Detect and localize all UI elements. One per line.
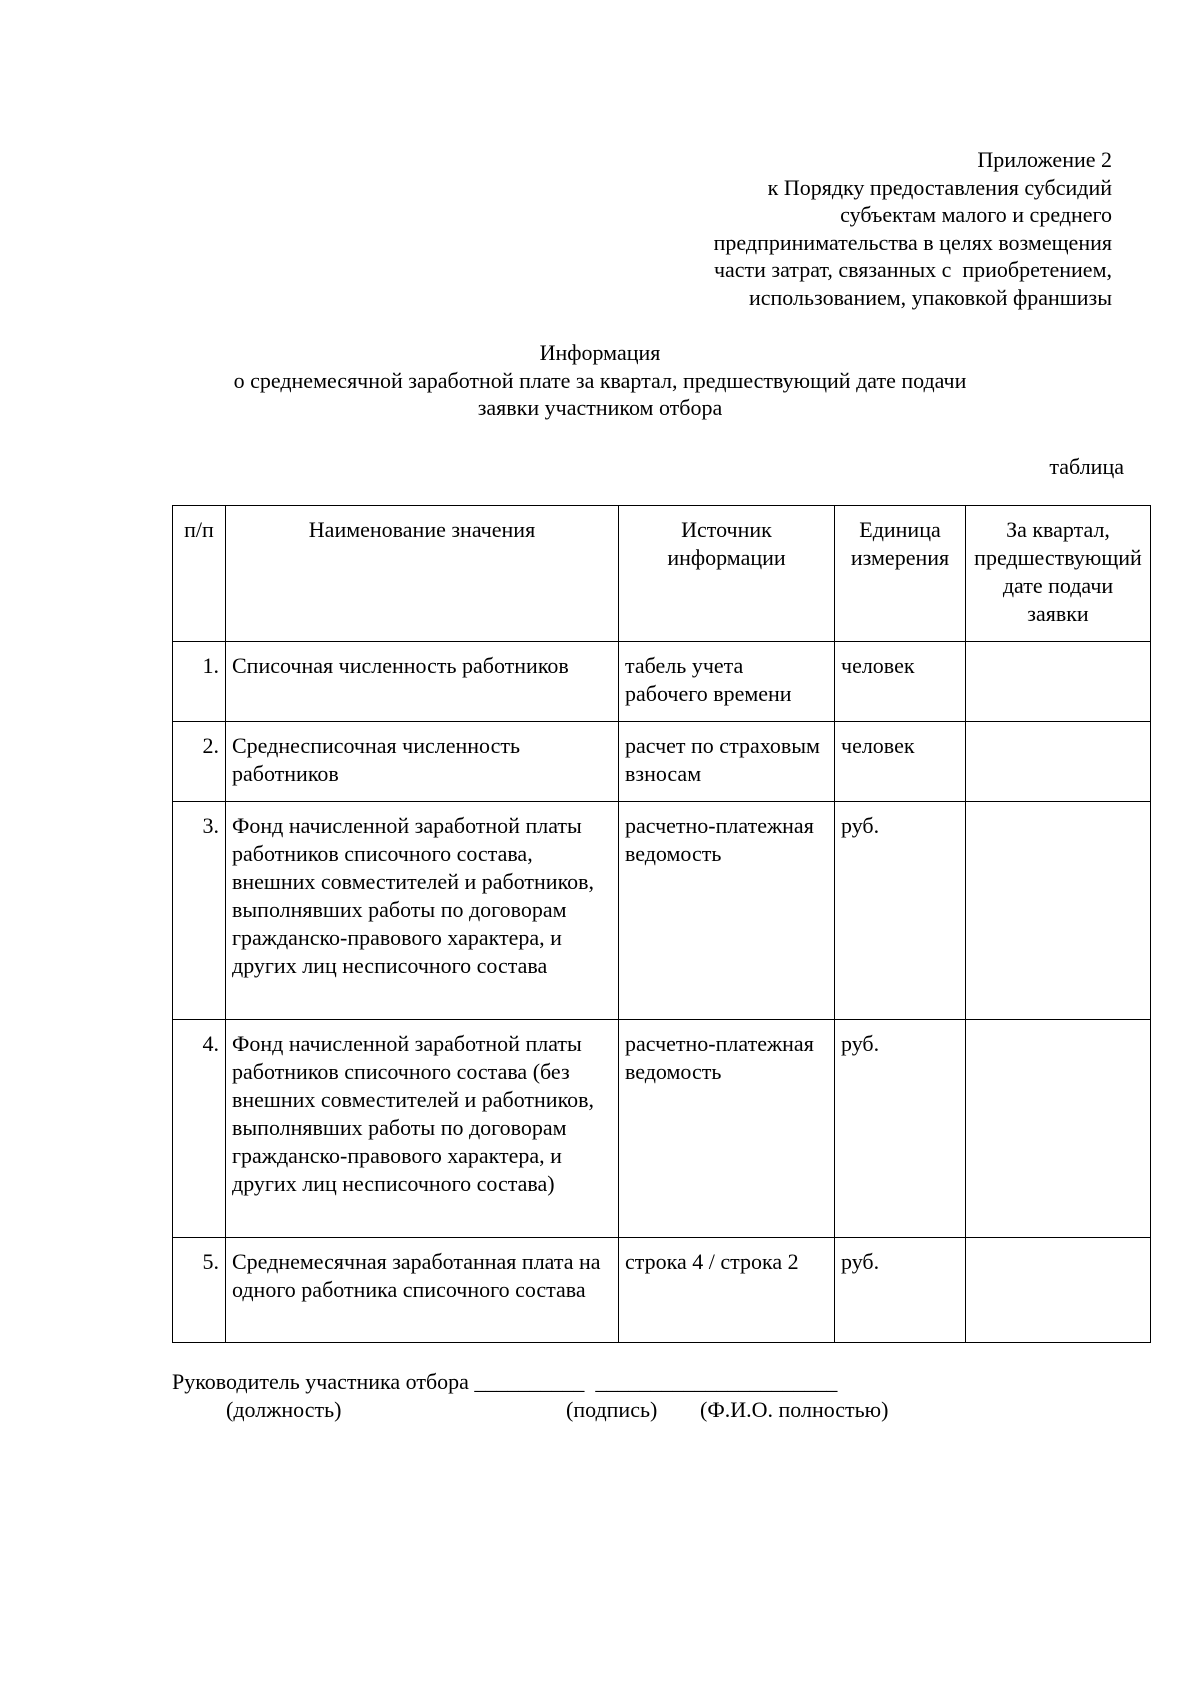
appendix-line: Приложение 2 bbox=[977, 147, 1112, 172]
row-value bbox=[966, 722, 1151, 802]
table-row bbox=[173, 1238, 1151, 1343]
header-source: Источник информации bbox=[619, 506, 835, 642]
table-row bbox=[173, 722, 1151, 802]
row-source: расчетно-платежная ведомость bbox=[619, 802, 835, 1020]
title-line: заявки участником отбора bbox=[477, 395, 723, 420]
row-name: Списочная численность работников bbox=[226, 642, 619, 722]
row-unit: человек bbox=[835, 642, 966, 722]
row-name: Среднемесячная заработанная плата на одного работника списочного состава bbox=[226, 1238, 619, 1343]
signature-caption: (подпись) bbox=[566, 1397, 658, 1422]
appendix-header bbox=[714, 146, 1112, 311]
row-source: табель учета рабочего времени bbox=[619, 642, 835, 722]
header-unit: Единица измерения bbox=[835, 506, 966, 642]
row-source: расчетно-платежная ведомость bbox=[619, 1020, 835, 1238]
row-name: Фонд начисленной заработной платы работников списочного состава (без внешних совместителей и работников, выполнявших работы по договорам гражданско-правового характера, и других лиц несписочного состава) bbox=[226, 1020, 619, 1238]
row-value bbox=[966, 1238, 1151, 1343]
row-name: Среднесписочная численность работников bbox=[226, 722, 619, 802]
row-value bbox=[966, 642, 1151, 722]
table-label: таблица bbox=[1049, 454, 1124, 479]
header-num: п/п bbox=[173, 506, 226, 642]
appendix-line: использованием, упаковкой франшизы bbox=[748, 284, 1112, 310]
table-row bbox=[173, 642, 1151, 722]
signature-captions bbox=[172, 1396, 889, 1424]
row-num: 4. bbox=[173, 1020, 226, 1238]
title-line: о среднемесячной заработной плате за квартал, предшествующий дате подачи bbox=[233, 367, 967, 393]
title-line: Информация bbox=[539, 340, 661, 365]
row-num: 2. bbox=[173, 722, 226, 802]
row-num: 3. bbox=[173, 802, 226, 1020]
appendix-line: субъектам малого и среднего bbox=[840, 202, 1112, 227]
row-num: 5. bbox=[173, 1238, 226, 1343]
table-row bbox=[173, 1020, 1151, 1238]
appendix-line: части затрат, связанных с приобретением, bbox=[713, 257, 1112, 282]
row-unit: руб. bbox=[835, 802, 966, 1020]
table-header-row bbox=[173, 506, 1151, 642]
header-name: Наименование значения bbox=[226, 506, 619, 642]
signature-block bbox=[172, 1368, 889, 1424]
row-name: Фонд начисленной заработной платы работников списочного состава, внешних совместителей и работников, выполнявших работы по договорам гражданско-правового характера, и других лиц несписочного состава bbox=[226, 802, 619, 1020]
row-value bbox=[966, 802, 1151, 1020]
row-unit: человек bbox=[835, 722, 966, 802]
signature-line: Руководитель участника отбора __________ ______________________ bbox=[172, 1369, 838, 1394]
row-source: расчет по страховым взносам bbox=[619, 722, 835, 802]
row-source: строка 4 / строка 2 bbox=[619, 1238, 835, 1343]
row-value bbox=[966, 1020, 1151, 1238]
info-table bbox=[172, 505, 1151, 1343]
table-row bbox=[173, 802, 1151, 1020]
appendix-line: предпринимательства в целях возмещения bbox=[713, 229, 1112, 255]
row-unit: руб. bbox=[835, 1238, 966, 1343]
row-unit: руб. bbox=[835, 1020, 966, 1238]
document-title bbox=[0, 339, 1200, 422]
header-quarter: За квартал, предшествующий дате подачи заявки bbox=[966, 506, 1151, 642]
appendix-line: к Порядку предоставления субсидий bbox=[767, 174, 1112, 200]
position-caption: (должность) bbox=[226, 1397, 342, 1422]
name-caption: (Ф.И.О. полностью) bbox=[700, 1397, 889, 1422]
row-num: 1. bbox=[173, 642, 226, 722]
